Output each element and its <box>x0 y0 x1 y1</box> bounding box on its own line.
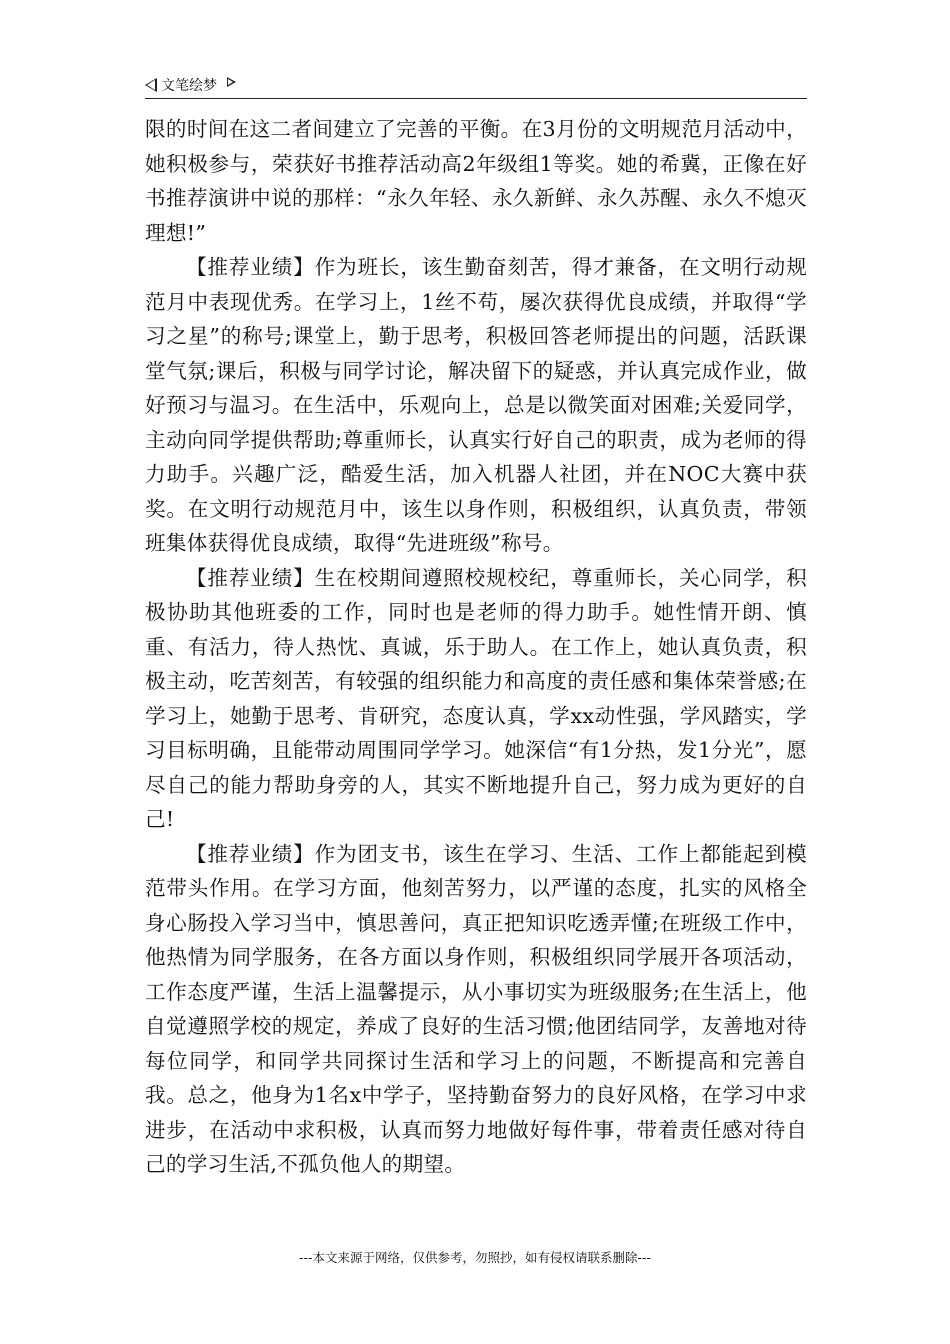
triangle-left-icon <box>145 78 157 92</box>
paragraph-2: 【推荐业绩】作为班长，该生勤奋刻苦，得才兼备，在文明行动规范月中表现优秀。在学习上，1丝不苟，屡次获得优良成绩，并取得“学习之星”的称号;课堂上，勤于思考，积极回答老师提出的问题，活跃课堂气氛;课后，积极与同学讨论，解决留下的疑惑，并认真完成作业，做好预习与温习。在生活中，乐观向上，总是以微笑面对困难;关爱同学，主动向同学提供帮助;尊重师长，认真实行好自己的职责，成为老师的得力助手。兴趣广泛，酷爱生活，加入机器人社团，并在NOC大赛中获奖。在文明行动规范月中，该生以身作则，积极组织，认真负责，带领班集体获得优良成绩，取得“先进班级”称号。 <box>145 255 807 555</box>
paragraph-3: 【推荐业绩】生在校期间遵照校规校纪，尊重师长，关心同学，积极协助其他班委的工作，同时也是老师的得力助手。她性情开朗、慎重、有活力，待人热忱、真诚，乐于助人。在工作上，她认真负责，积极主动，吃苦刻苦，有较强的组织能力和高度的责任感和集体荣誉感;在学习上，她勤于思考、肯研究，态度认真，学xx动性强，学风踏实，学习目标明确，且能带动周围同学学习。她深信“有1分热，发1分光”，愿尽自己的能力帮助身旁的人，其实不断地提升自己，努力成为更好的自己! <box>145 565 807 831</box>
paragraph-1: 限的时间在这二者间建立了完善的平衡。在3月份的文明规范月活动中，她积极参与，荣获好书推荐活动高2年级组1等奖。她的希冀，正像在好书推荐演讲中说的那样：“永久年轻、永久新鲜、永久苏醒、永久不熄灭理想!” <box>145 117 807 245</box>
page-header <box>145 72 807 99</box>
paragraph-4: 【推荐业绩】作为团支书，该生在学习、生活、工作上都能起到模范带头作用。在学习方面，他刻苦努力，以严谨的态度，扎实的风格全身心肠投入学习当中，慎思善问，真正把知识吃透弄懂;在班级工作中，他热情为同学服务，在各方面以身作则，积极组织同学展开各项活动，工作态度严谨，生活上温馨提示，从小事切实为班级服务;在生活上，他自觉遵照学校的规定，养成了良好的生活习惯;他团结同学，友善地对待每位同学，和同学共同探讨生活和学习上的问题，不断提高和完善自我。总之，他身为1名x中学子，坚持勤奋努力的良好风格，在学习中求进步，在活动中求积极，认真而努力地做好每件事，带着责任感对待自己的学习生活,不孤负他人的期望。 <box>145 841 807 1176</box>
triangle-right-icon <box>227 77 236 87</box>
page-footer: ---本文来源于网络，仅供参考，勿照抄，如有侵权请联系删除--- <box>298 1250 652 1265</box>
header-title: 文笔绘梦 <box>161 78 217 94</box>
document-body <box>145 112 807 1182</box>
